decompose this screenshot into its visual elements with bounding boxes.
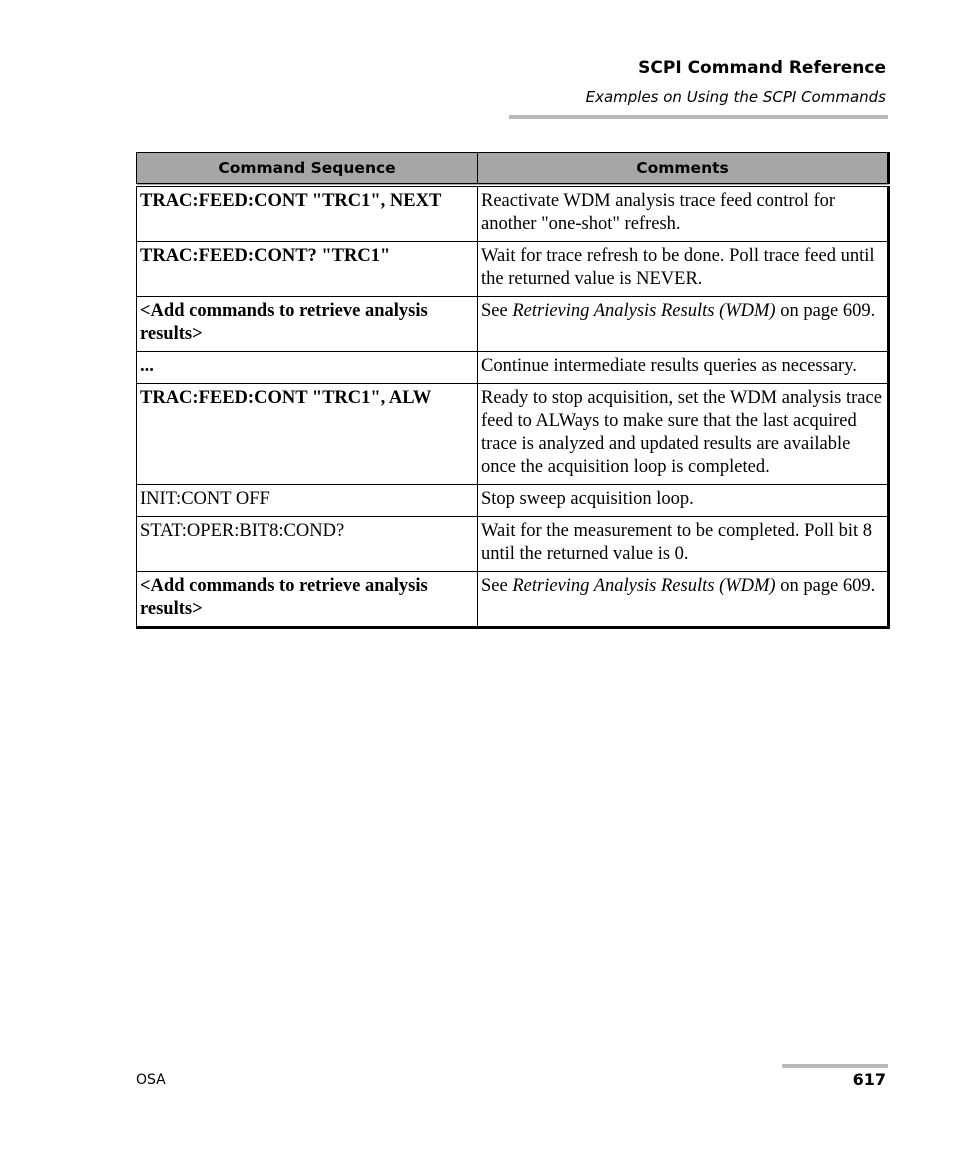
table-row bbox=[137, 572, 889, 628]
table-row bbox=[137, 297, 889, 352]
comment-cell: Wait for the measurement to be completed. Poll bit 8 until the returned value is 0. bbox=[478, 517, 889, 572]
comment-cell: Reactivate WDM analysis trace feed control for another "one-shot" refresh. bbox=[478, 185, 889, 242]
table-row bbox=[137, 485, 889, 517]
comment-cell: Continue intermediate results queries as necessary. bbox=[478, 352, 889, 384]
comment-cell: Wait for trace refresh to be done. Poll trace feed until the returned value is NEVER. bbox=[478, 242, 889, 297]
comment-cell: Stop sweep acquisition loop. bbox=[478, 485, 889, 517]
comment-cell bbox=[478, 297, 889, 352]
comment-suffix: on page 609. bbox=[775, 301, 876, 321]
comment-cell: Ready to stop acquisition, set the WDM analysis trace feed to ALWays to make sure that the last acquired trace is analyzed and updated results are available once the acquisition loop is completed. bbox=[478, 384, 889, 485]
command-cell: TRAC:FEED:CONT "TRC1", ALW bbox=[137, 384, 478, 485]
command-cell: INIT:CONT OFF bbox=[137, 485, 478, 517]
command-cell: ... bbox=[137, 352, 478, 384]
comment-prefix: See bbox=[481, 576, 513, 596]
comment-suffix: on page 609. bbox=[775, 576, 876, 596]
table-row bbox=[137, 185, 889, 242]
cross-reference-link[interactable]: Retrieving Analysis Results (WDM) bbox=[512, 576, 776, 596]
table-row bbox=[137, 352, 889, 384]
footer-product-name: OSA bbox=[136, 1072, 166, 1088]
table-row bbox=[137, 384, 889, 485]
command-cell: <Add commands to retrieve analysis results> bbox=[137, 572, 478, 628]
column-header-comments: Comments bbox=[478, 153, 889, 186]
table-row bbox=[137, 517, 889, 572]
command-cell: TRAC:FEED:CONT? "TRC1" bbox=[137, 242, 478, 297]
command-cell: STAT:OPER:BIT8:COND? bbox=[137, 517, 478, 572]
command-cell: TRAC:FEED:CONT "TRC1", NEXT bbox=[137, 185, 478, 242]
comment-prefix: See bbox=[481, 301, 513, 321]
page-number: 617 bbox=[852, 1070, 886, 1089]
table-header-row bbox=[137, 153, 889, 186]
running-header-title: SCPI Command Reference bbox=[638, 58, 886, 78]
column-header-command-sequence: Command Sequence bbox=[137, 153, 478, 186]
table-row bbox=[137, 242, 889, 297]
comment-cell bbox=[478, 572, 889, 628]
running-header-subtitle: Examples on Using the SCPI Commands bbox=[585, 88, 886, 106]
command-sequence-table bbox=[136, 152, 890, 629]
header-rule bbox=[509, 115, 888, 119]
footer-rule bbox=[782, 1064, 888, 1068]
cross-reference-link[interactable]: Retrieving Analysis Results (WDM) bbox=[512, 301, 776, 321]
command-cell: <Add commands to retrieve analysis results> bbox=[137, 297, 478, 352]
